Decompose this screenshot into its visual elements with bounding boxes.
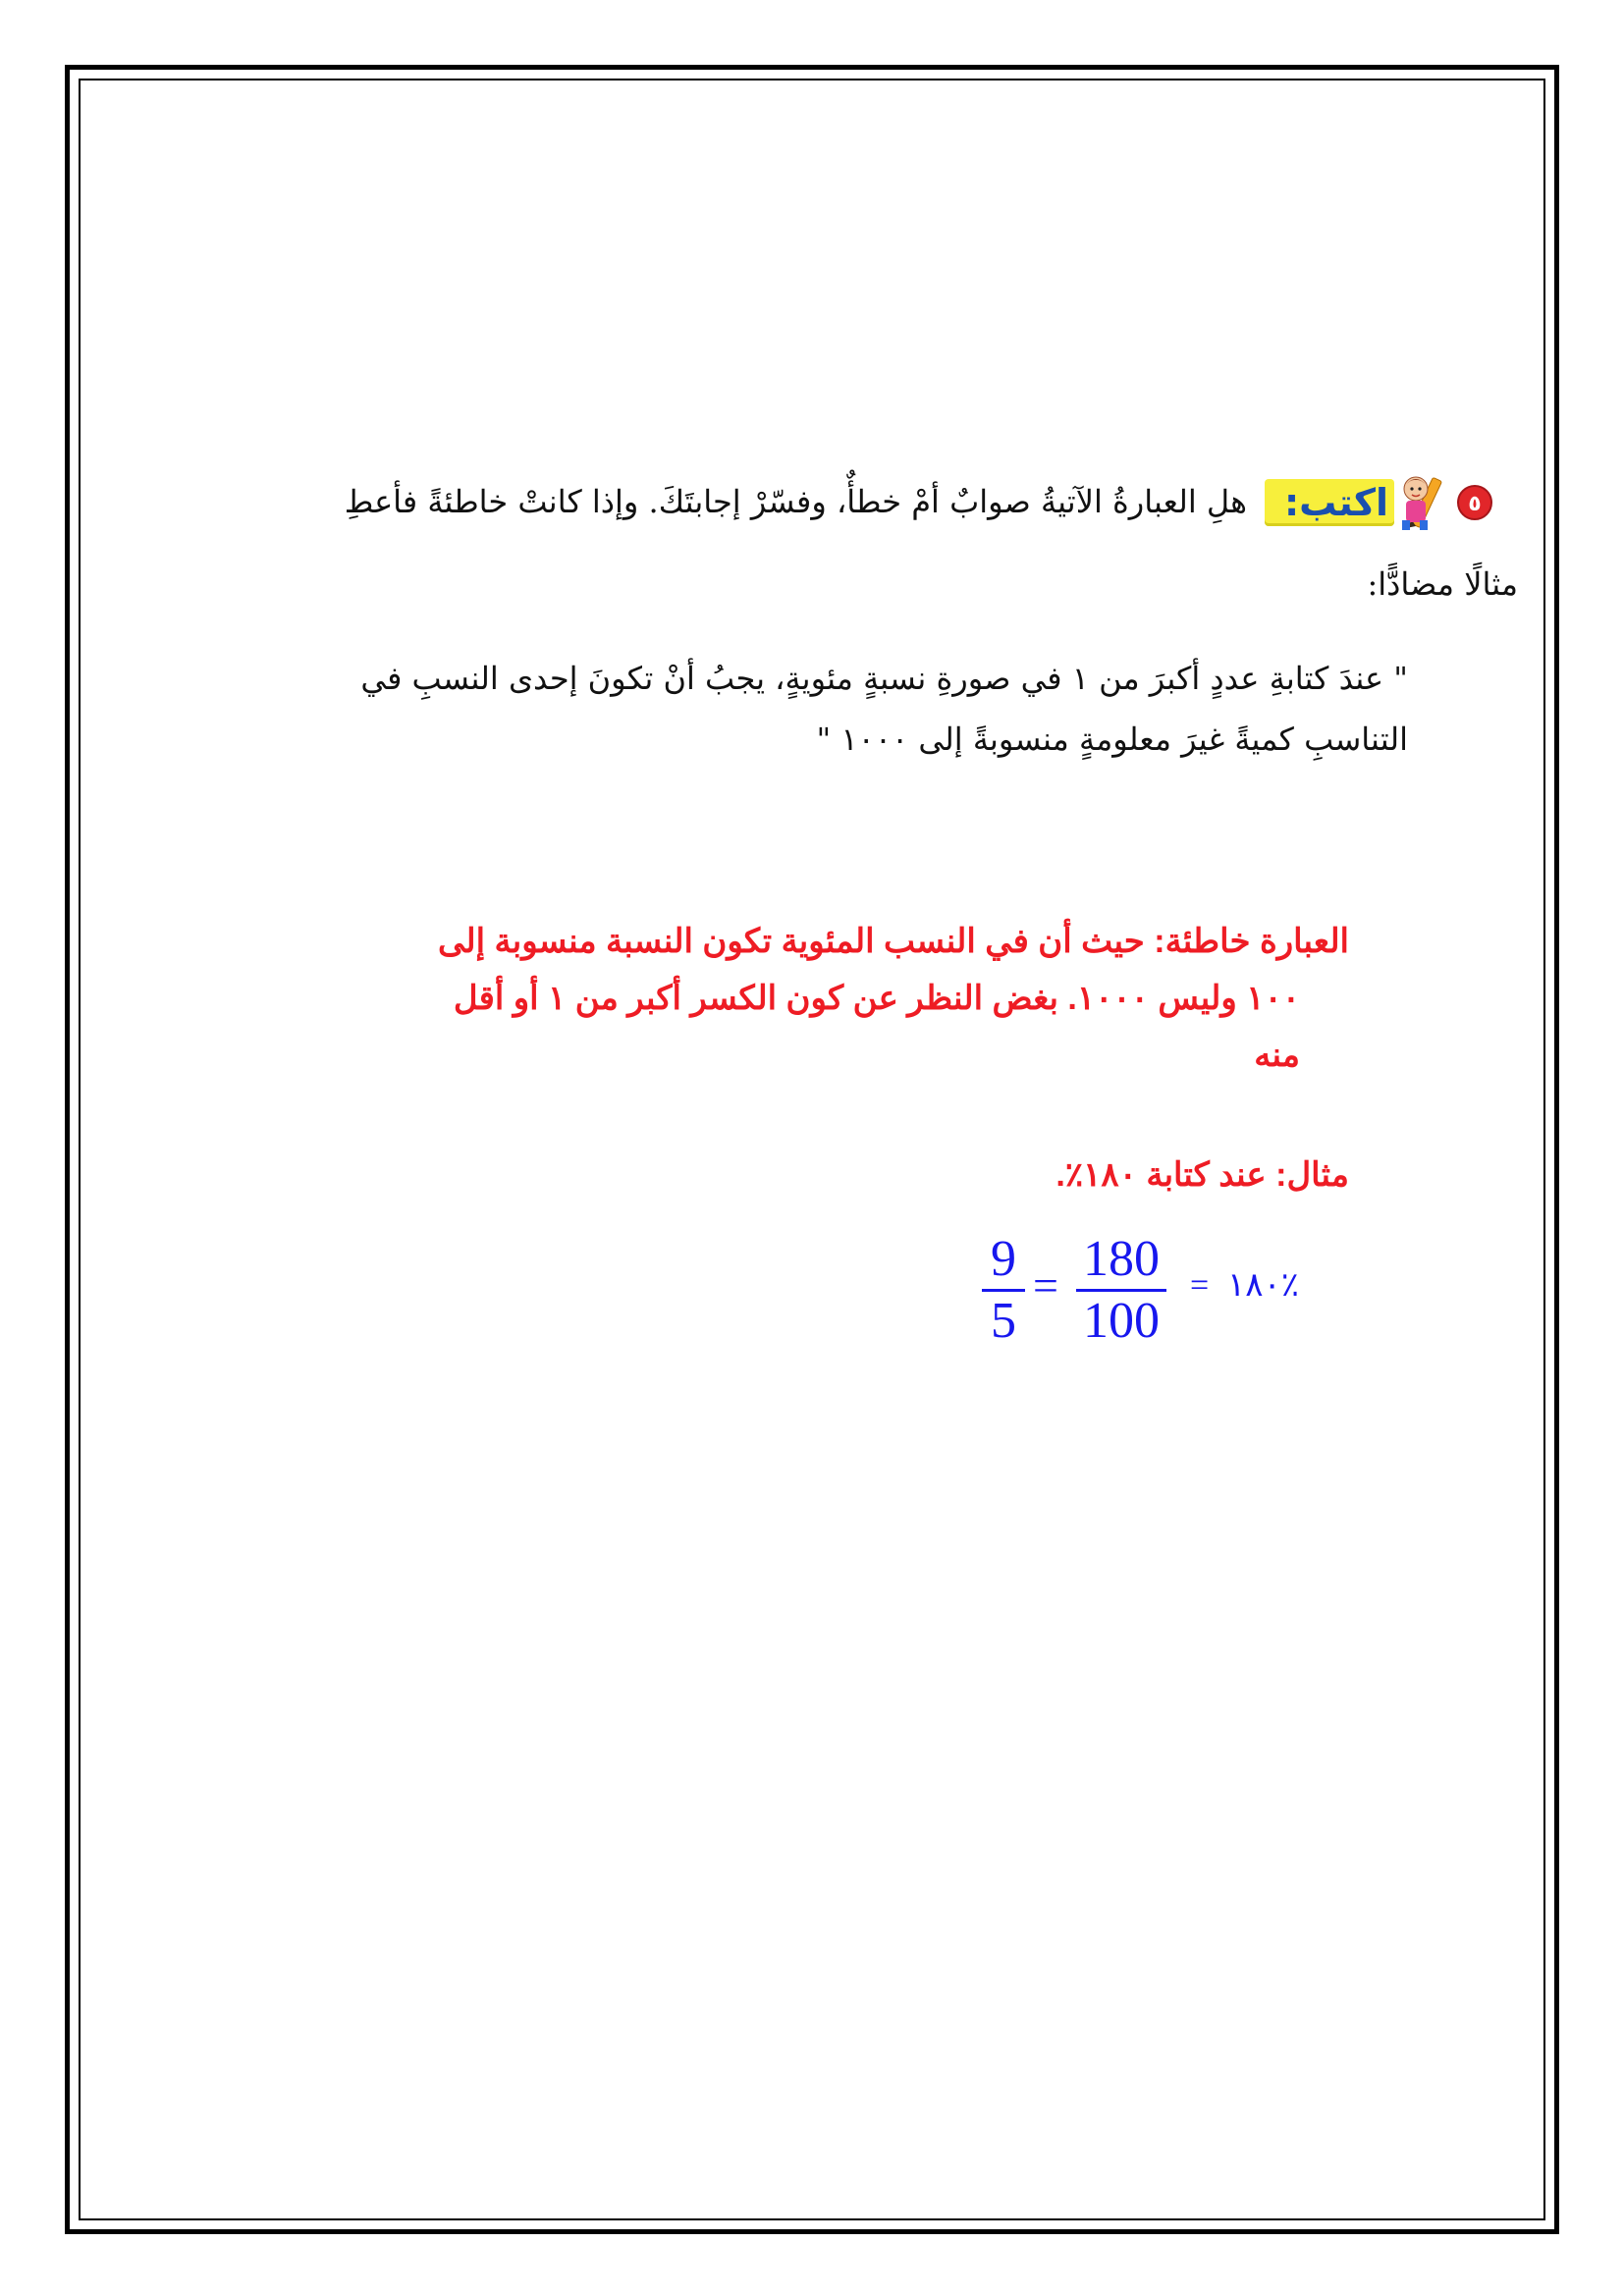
answer-line3: منه <box>1254 1037 1300 1074</box>
question-header <box>157 471 1492 540</box>
question-text-line1: هلِ العبارةُ الآتيةُ صوابٌ أمْ خطأٌ، وفسّرْ إجابتَكَ. وإذا كانتْ خاطئةً فأعطِ <box>344 483 1247 520</box>
answer-block <box>279 913 1349 1084</box>
equals-sign-2: = <box>1190 1267 1210 1304</box>
percent-value: ٪١٨٠ <box>1227 1265 1300 1305</box>
question-number: ٥ <box>1457 485 1492 520</box>
fraction1-numerator: 9 <box>991 1231 1016 1287</box>
fraction2-bar <box>1076 1289 1166 1292</box>
equals-sign-1: = <box>1033 1260 1058 1310</box>
fraction-180-over-100 <box>1076 1232 1166 1349</box>
pencil-girl-icon <box>1392 471 1451 534</box>
write-badge <box>1265 479 1394 526</box>
fraction2-denominator: 100 <box>1083 1293 1160 1349</box>
fraction-9-over-5 <box>982 1232 1025 1349</box>
fraction1-bar <box>982 1289 1025 1292</box>
quote-line2: التناسبِ كميةً غيرَ معلومةٍ منسوبةً إلى ١٠٠٠ " <box>816 721 1408 758</box>
equation <box>982 1232 1355 1350</box>
quoted-statement <box>200 648 1408 770</box>
write-badge-label: اكتب: <box>1283 481 1388 524</box>
answer-line2: ١٠٠ وليس ١٠٠٠. بغض النظر عن كون الكسر أكبر من ١ أو أقل <box>453 980 1300 1017</box>
answer-line1: العبارة خاطئة: حيث أن في النسب المئوية تكون النسبة منسوبة إلى <box>437 923 1349 960</box>
example-line: مثال: عند كتابة ١٨٠٪. <box>1056 1156 1349 1194</box>
question-text-line2: مثالًا مضادًّا: <box>1367 565 1518 603</box>
quote-line1: " عندَ كتابةِ عددٍ أكبرَ من ١ في صورةِ نسبةٍ مئويةٍ، يجبُ أنْ تكونَ إحدى النسبِ في <box>360 660 1408 697</box>
fraction1-denominator: 5 <box>991 1293 1016 1349</box>
fraction2-numerator: 180 <box>1083 1231 1160 1287</box>
